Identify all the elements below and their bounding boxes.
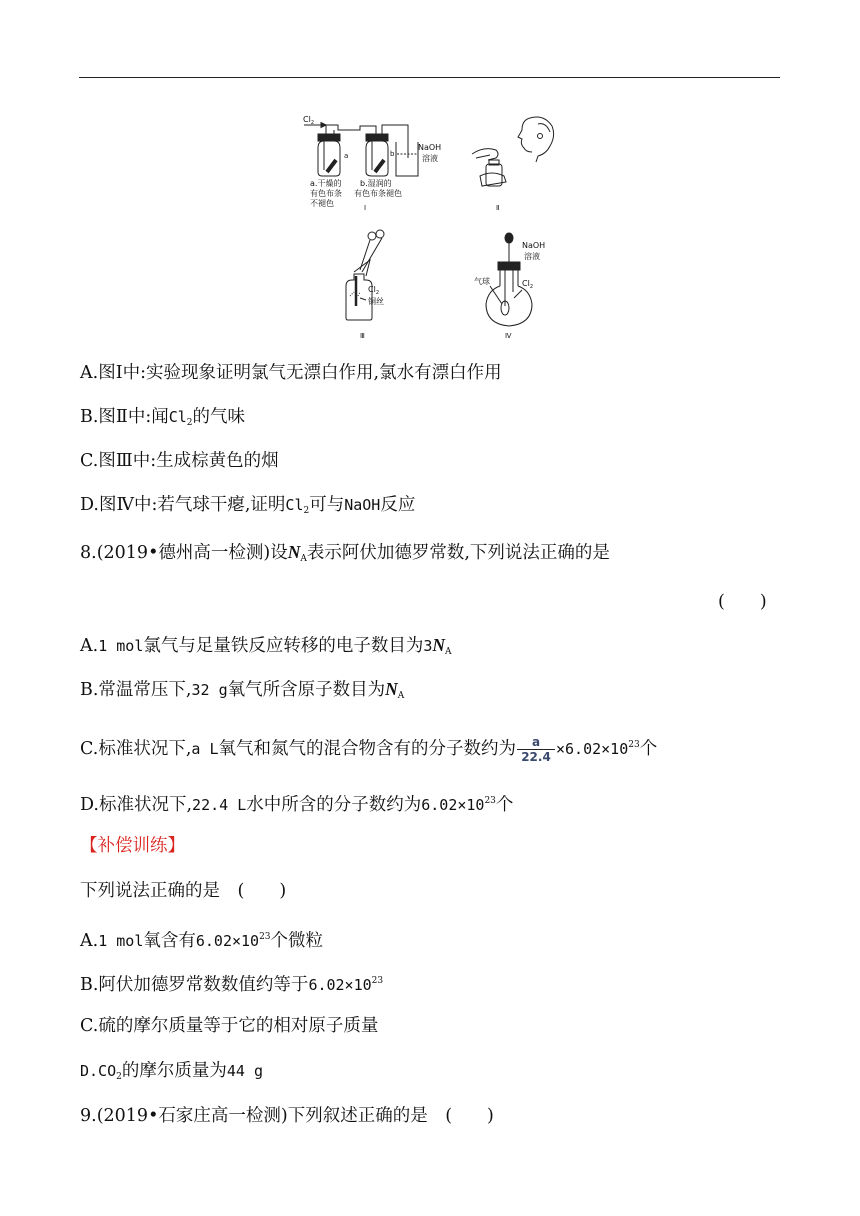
supplement-option-a: A.1 mol氧含有$6.02\times 10^{23}$个微粒: [80, 931, 324, 951]
q8-option-d: D.标准状况下,22.4 L水中所含的分子数约为$6.02\times 10^{23}$个: [80, 795, 514, 815]
svg-text:Ⅲ: Ⅲ: [360, 332, 365, 340]
q8-option-b: B.常温常压下,32 g氧气所含原子数目为$N_A$: [80, 679, 405, 701]
svg-text:b.湿润的: b.湿润的: [360, 179, 392, 188]
supplement-option-b: B.阿伏加德罗常数数值约等于$6.02\times 10^{23}$: [80, 975, 384, 995]
svg-text:a.干燥的: a.干燥的: [310, 179, 342, 188]
q8-answer-paren: ( ): [718, 592, 767, 612]
fraction-a-over-22.4: $\frac{a}{22.4}$: [517, 736, 555, 764]
svg-text:气球: 气球: [474, 277, 490, 286]
svg-text:NaOH: NaOH: [418, 143, 442, 152]
supplement-stem: 下列说法正确的是 ( ): [80, 881, 287, 901]
header-rule: [79, 77, 780, 78]
supplement-option-d: $D.CO_2$的摩尔质量为44 g: [80, 1061, 263, 1082]
svg-text:有色布条: 有色布条: [310, 189, 342, 198]
supplement-option-c: C.硫的摩尔质量等于它的相对原子质量: [80, 1016, 379, 1036]
svg-text:溶液: 溶液: [422, 154, 438, 163]
svg-text:b: b: [390, 150, 395, 158]
svg-text:Ⅱ: Ⅱ: [496, 204, 500, 212]
q7-option-a: A.图Ⅰ中:实验现象证明氯气无漂白作用,氯水有漂白作用: [80, 363, 502, 383]
svg-text:溶液: 溶液: [524, 252, 540, 261]
q8-stem: 8.(2019•德州高一检测)设$N_A$表示阿伏加德罗常数,下列说法正确的是: [80, 542, 610, 564]
supplement-title: 【补偿训练】: [80, 836, 185, 856]
svg-text:有色布条褪色: 有色布条褪色: [354, 189, 402, 198]
svg-text:Ⅳ: Ⅳ: [505, 332, 512, 340]
q7-option-b: B.图Ⅱ中:闻$Cl_2$的气味: [80, 407, 246, 428]
svg-text:Ⅰ: Ⅰ: [364, 204, 367, 212]
apparatus-figure: [300, 110, 560, 342]
q8-option-a: A.1 mol氯气与足量铁反应转移的电子数目为$3N_A$: [80, 635, 452, 657]
svg-text:a: a: [344, 152, 349, 160]
figure-4: [474, 233, 545, 340]
svg-text:Cl2: $Cl_2$: [303, 115, 314, 126]
q7-option-d: D.图Ⅳ中:若气球干瘪,证明$Cl_2$可与NaOH反应: [80, 495, 416, 516]
q8-option-c: C.标准状况下,a L氧气和氮气的混合物含有的分子数约为 $\frac{a}{22.4}$ $\times 6.02\times 10^{23}$个: [80, 734, 658, 764]
q7-option-c: C.图Ⅲ中:生成棕黄色的烟: [80, 451, 279, 471]
figure-3: [346, 230, 384, 340]
figure-1: [303, 115, 441, 212]
figure-2: [472, 117, 554, 212]
svg-text:Cl2: $Cl_2$: [522, 279, 533, 290]
svg-text:铜丝: 铜丝: [368, 297, 384, 306]
q9-stem: 9.(2019•石家庄高一检测)下列叙述正确的是 ( ): [80, 1106, 494, 1126]
svg-text:Cl2: $Cl_2$: [368, 285, 379, 296]
svg-text:NaOH: NaOH: [522, 241, 546, 250]
svg-text:不褪色: 不褪色: [310, 199, 334, 208]
